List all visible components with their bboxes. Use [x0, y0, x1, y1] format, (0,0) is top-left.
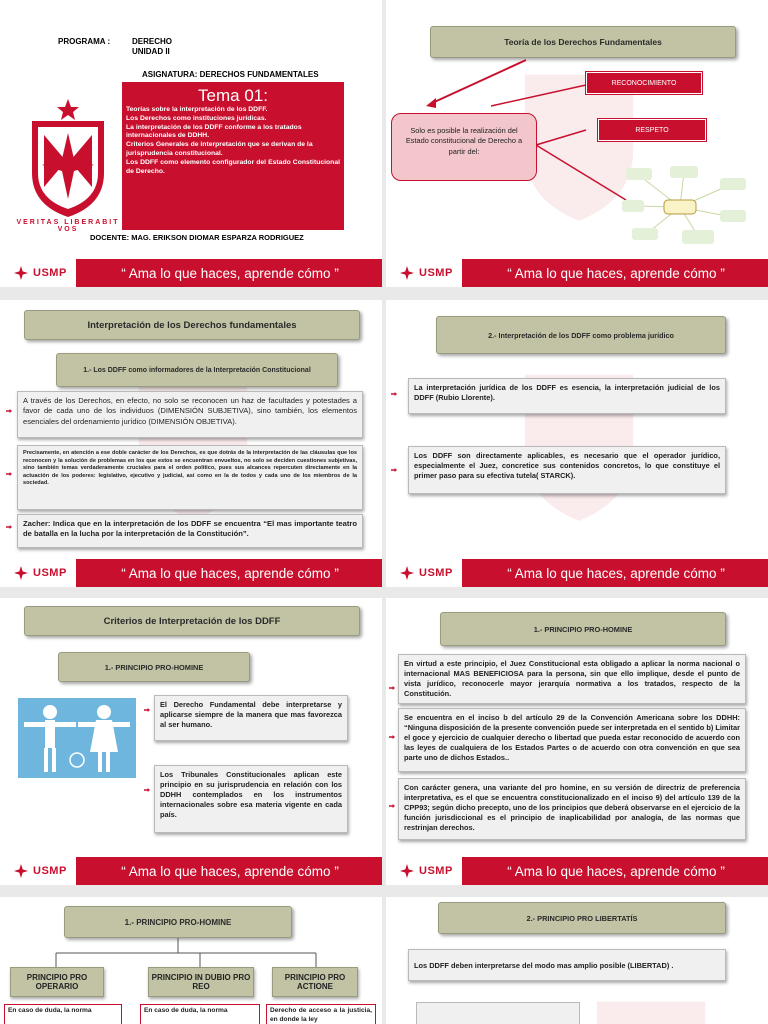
slide-4: [386, 300, 768, 587]
tema-title: Tema 01:: [198, 86, 268, 105]
usmp-logo: USMP: [0, 259, 78, 287]
slide-footer: [0, 259, 382, 287]
slide-3: [0, 300, 382, 587]
slide-footer: [386, 857, 768, 885]
programa-label: PROGRAMA :: [58, 37, 111, 46]
unidad: UNIDAD II: [132, 47, 170, 56]
footer-slogan: “ Ama lo que haces, aprende cómo ”: [507, 565, 725, 581]
respeto-button: RESPETO: [598, 119, 706, 141]
slide-7: [0, 897, 382, 1024]
slide-footer: [386, 259, 768, 287]
paragraph-2: Se encuentra en el inciso b del artículo 29 de la Convención Americana sobre los DDHH: “Ninguna disposición de la presente convención puede ser interpretada en el sentido b) Limitar el goce y ejercicio de cualquier derecho o libertad que pueda estar reconocido de acuerdo con las leyes de cualquiera de los Estados Partes o de acuerdo con otra convención en que sea parte uno de dichos Estados..: [398, 708, 746, 772]
footer-slogan: “ Ama lo que haces, aprende cómo ”: [121, 565, 339, 581]
slide-footer: [386, 559, 768, 587]
usmp-logo: USMP: [386, 559, 464, 587]
footer-slogan: “ Ama lo que haces, aprende cómo ”: [507, 265, 725, 281]
usmp-logo: USMP: [386, 857, 464, 885]
in-dubio-pro-reo-text: En caso de duda, la norma: [140, 1004, 260, 1024]
slide-subtitle: 1.- PRINCIPIO PRO-HOMINE: [58, 652, 250, 682]
tema-line-5: Los DDFF como elemento configurador del Estado Constitucional de Derecho.: [126, 158, 340, 175]
tema-line-1: Teorías sobre la interpretación de los DDFF.: [126, 106, 268, 113]
slide-title: 1.- PRINCIPIO PRO-HOMINE: [64, 906, 292, 938]
slide-subtitle: 1.- Los DDFF como informadores de la Interpretación Constitucional: [56, 353, 338, 387]
bullet-arrow-icon: [391, 392, 397, 396]
oval-statement: Solo es posible la realización del Estado constitucional de Derecho a partir del:: [391, 113, 537, 181]
bullet-arrow-icon: [144, 788, 150, 792]
bullet-arrow-icon: [6, 525, 12, 529]
paragraph-1: En virtud a este principio, el Juez Constitucional esta obligado a aplicar la norma nacional o internacional MAS BENEFICIOSA para la persona, sin que ello implique, desde el punto de vista jurídico, reconocerle mayor jerarquía normativa a los tratados, respecto de la Constitución.: [398, 654, 746, 704]
usmp-crest-icon: [400, 566, 414, 580]
tema-box: [122, 82, 344, 230]
usmp-logo: USMP: [0, 559, 78, 587]
paragraph-3: Zacher: Indica que en la interpretación de los DDFF se encuentra “El mas importante teatro de batalla en la lucha por la interpretación de la Constitución”.: [17, 514, 363, 548]
paragraph-2: Precisamente, en atención a ese doble carácter de los Derechos, es que dotrás de la interpretación de las cláusulas que los reconocen y la solución de problemas en los que estos se encuentran envueltos, no solo se deciden cuestiones subjetivas, sino también temas verdaderamente cruciales para el orden político, pues sus alcances repercuten directamente en la actuación de los poderes: legislativo, ejecutivo y judicial, así como en la de todos y cada uno de los miembros de la sociedad.: [17, 445, 363, 510]
seal-motto: VERITAS LIBERABIT VOS: [16, 219, 120, 233]
paragraph-1: A través de los Derechos, en efecto, no solo se reconocen un haz de facultades y potestades a favor de cada uno de los individuos (DIMENSIÓN SUBJETIVA), sino también, los elementos esenciales del ordenamiento jurídico (DIMENSIÓN OBJETIVA).: [17, 391, 363, 438]
paragraph-2: Los DDFF son directamente aplicables, es necesario que el operador jurídico, especialmente el Juez, concretice sus contenidos concretos, lo que constituye el primer paso para su efectiva tutela( STARCK).: [408, 446, 726, 494]
slide-footer: [0, 559, 382, 587]
bullet-arrow-icon: [391, 468, 397, 472]
pro-operario-box: PRINCIPIO PRO OPERARIO: [10, 967, 104, 997]
university-seal: [8, 95, 128, 233]
slide-title: 1.- PRINCIPIO PRO-HOMINE: [440, 612, 726, 646]
pro-actione-box: PRINCIPIO PRO ACTIONE: [272, 967, 358, 997]
tema-line-4: Criterios Generales de interpretación que se derivan de la jurisprudencia constitucional.: [126, 141, 313, 158]
paragraph-1: El Derecho Fundamental debe interpretarse y aplicarse siempre de la manera que mas favorezca al ser humano.: [154, 695, 348, 741]
slide-title: 2.- Interpretación de los DDFF como problema jurídico: [436, 316, 726, 354]
bullet-arrow-icon: [6, 409, 12, 413]
usmp-crest-icon: [14, 864, 28, 878]
bullet-arrow-icon: [389, 804, 395, 808]
bullet-arrow-icon: [144, 708, 150, 712]
tema-line-3: La interpretación de los DDFF conforme a los tratados internacionales de DDHH.: [126, 123, 302, 140]
slide-footer: [0, 857, 382, 885]
footer-slogan: “ Ama lo que haces, aprende cómo ”: [121, 863, 339, 879]
watermark-seal: [586, 987, 716, 1024]
paragraph-1: La interpretación jurídica de los DDFF es esencia, la interpretación judicial de los DDFF (Rubio Llorente).: [408, 378, 726, 414]
slide-title: Teoría de los Derechos Fundamentales: [430, 26, 736, 58]
docente: DOCENTE: MAG. ERIKSON DIOMAR ESPARZA RODRIGUEZ: [90, 233, 304, 242]
bullet-arrow-icon: [389, 735, 395, 739]
reconocimiento-button: RECONOCIMIENTO: [586, 72, 702, 94]
bullet-arrow-icon: [389, 686, 395, 690]
pro-operario-text: En caso de duda, la norma: [4, 1004, 122, 1024]
paragraph-1: Los DDFF deben interpretarse del modo mas amplio posible (LIBERTAD) .: [408, 949, 726, 981]
usmp-logo: USMP: [0, 857, 78, 885]
in-dubio-pro-reo-box: PRINCIPIO IN DUBIO PRO REO: [148, 967, 254, 997]
human-figures-icon: [18, 698, 136, 778]
slide-title: Criterios de Interpretación de los DDFF: [24, 606, 360, 636]
slide-5: [0, 598, 382, 885]
usmp-crest-icon: [14, 566, 28, 580]
pro-actione-text: Derecho de acceso a la justicia, en donde la ley: [266, 1004, 376, 1024]
mindmap-thumbnail: [620, 162, 750, 248]
empty-box: [416, 1002, 580, 1024]
usmp-crest-icon: [400, 266, 414, 280]
usmp-crest-icon: [14, 266, 28, 280]
bullet-arrow-icon: [6, 472, 12, 476]
asignatura: ASIGNATURA: DERECHOS FUNDAMENTALES: [142, 70, 319, 79]
usmp-logo: USMP: [386, 259, 464, 287]
slide-title: Interpretación de los Derechos fundamentales: [24, 310, 360, 340]
slide-8: [386, 897, 768, 1024]
slide-title: 2.- PRINCIPIO PRO LIBERTATÍS: [438, 902, 726, 934]
paragraph-2: Los Tribunales Constitucionales aplican este principio en su jurisprudencia en relación con los DDHH contemplados en los instrumentos internacionales sobre esa materia vigente en cada país.: [154, 765, 348, 833]
footer-slogan: “ Ama lo que haces, aprende cómo ”: [507, 863, 725, 879]
footer-slogan: “ Ama lo que haces, aprende cómo ”: [121, 265, 339, 281]
slide-6: [386, 598, 768, 885]
slide-2: [386, 0, 768, 287]
tree-connectors: [0, 897, 382, 977]
programa-value: DERECHO: [132, 37, 173, 46]
paragraph-3: Con carácter genera, una variante del pro homine, en su versión de directriz de preferencia interpretativa, es el que se encuentra constitucionalizado en el inciso 9) del artículo 139 de la CPP93; según dicho precepto, uno de los principios que deberá observarse en el ejercicio de la función jurisdiccional es el principio de inaplicabilidad por analogía, de las normas que restrinjan derechos.: [398, 778, 746, 840]
usmp-crest-icon: [400, 864, 414, 878]
slide-1: [0, 0, 382, 287]
tema-line-2: Los Derechos como instituciones jurídicas.: [126, 114, 267, 122]
